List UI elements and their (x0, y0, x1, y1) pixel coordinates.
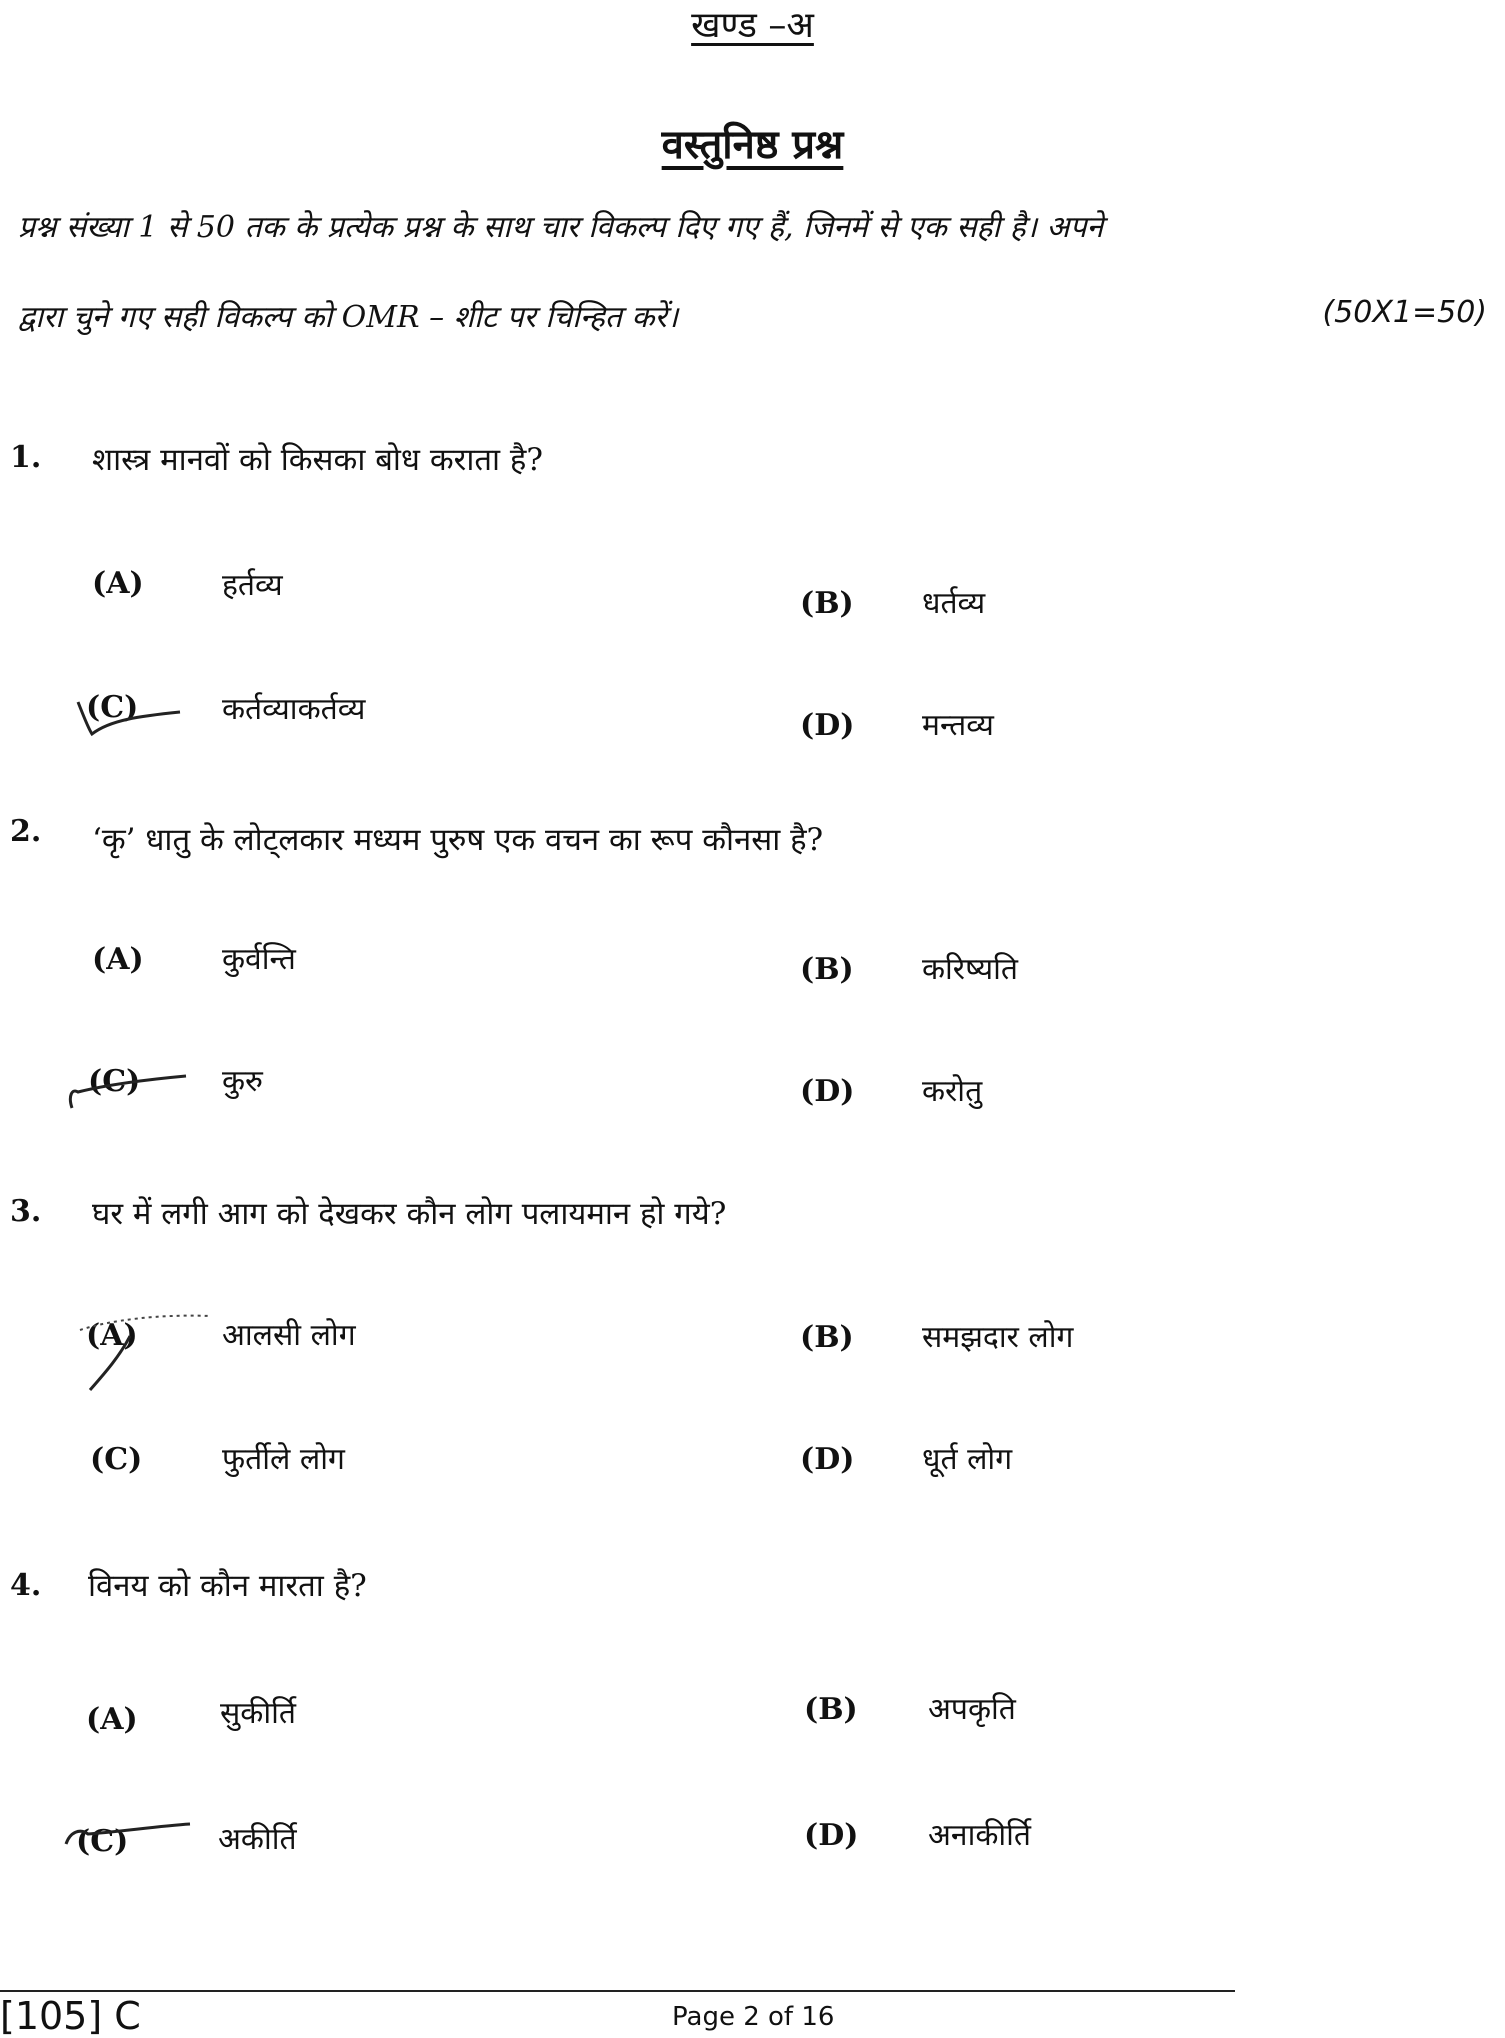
page-number: Page 2 of 16 (672, 2002, 835, 2032)
option-text-d: धूर्त लोग (922, 1442, 1013, 1477)
option-label-c: (C) (90, 1442, 143, 1477)
option-text-b: अपकृति (928, 1692, 1016, 1727)
option-text-b: समझदार लोग (922, 1320, 1074, 1355)
question-number: 1. (10, 440, 42, 475)
option-label-d: (D) (800, 1074, 855, 1109)
option-label-b: (B) (800, 1320, 854, 1355)
instruction-line-1: प्रश्न संख्या 1 से 50 तक के प्रत्येक प्रश्न के साथ चार विकल्प दिए गए हैं, जिनमें से एक सही है। अपने (18, 210, 1104, 245)
option-label-d: (D) (804, 1818, 859, 1853)
question-text: शास्त्र मानवों को किसका बोध कराता है? (92, 442, 543, 478)
option-text-c: अकीर्ति (218, 1822, 297, 1857)
option-label-c: (C) (76, 1824, 129, 1859)
option-text-a: कुर्वन्ति (222, 942, 296, 977)
option-label-a: (A) (86, 1702, 138, 1737)
option-label-b: (B) (804, 1692, 858, 1727)
option-text-b: करिष्यति (922, 952, 1018, 987)
instruction-line-2: द्वारा चुने गए सही विकल्प को OMR – शीट पर चिन्हित करें। (18, 300, 679, 335)
option-label-a: (A) (92, 566, 144, 601)
option-label-d: (D) (800, 708, 855, 743)
paper-code: [105] C (0, 1994, 141, 2038)
marks-allocation: (50X1=50) (1322, 295, 1487, 330)
option-text-a: आलसी लोग (222, 1318, 356, 1353)
section-title: खण्ड –अ (691, 5, 814, 46)
option-label-b: (B) (800, 952, 854, 987)
question-number: 2. (10, 814, 42, 849)
question-text: घर में लगी आग को देखकर कौन लोग पलायमान हो गये? (92, 1196, 727, 1232)
option-text-a: सुकीर्ति (220, 1696, 296, 1731)
question-text: ‘कृ’ धातु के लोट्लकार मध्यम पुरुष एक वचन का रूप कौनसा है? (92, 822, 824, 858)
option-label-a: (A) (92, 942, 144, 977)
option-label-c: (C) (86, 690, 139, 725)
option-text-b: धर्तव्य (922, 586, 986, 621)
subsection-title: वस्तुनिष्ठ प्रश्न (661, 121, 844, 168)
question-number: 4. (10, 1568, 42, 1603)
option-text-c: कुरु (222, 1064, 263, 1099)
footer-divider (0, 1990, 1235, 1992)
option-text-c: फुर्तीले लोग (222, 1442, 345, 1477)
option-text-d: अनाकीर्ति (928, 1818, 1032, 1853)
option-text-d: करोतु (922, 1074, 983, 1109)
option-label-d: (D) (800, 1442, 855, 1477)
option-text-d: मन्तव्य (922, 708, 994, 743)
question-text: विनय को कौन मारता है? (88, 1568, 367, 1604)
question-number: 3. (10, 1194, 42, 1229)
option-text-a: हर्तव्य (222, 568, 283, 603)
option-label-c: (C) (88, 1064, 141, 1099)
option-label-b: (B) (800, 586, 854, 621)
option-label-a: (A) (86, 1318, 138, 1353)
option-text-c: कर्तव्याकर्तव्य (222, 692, 366, 727)
